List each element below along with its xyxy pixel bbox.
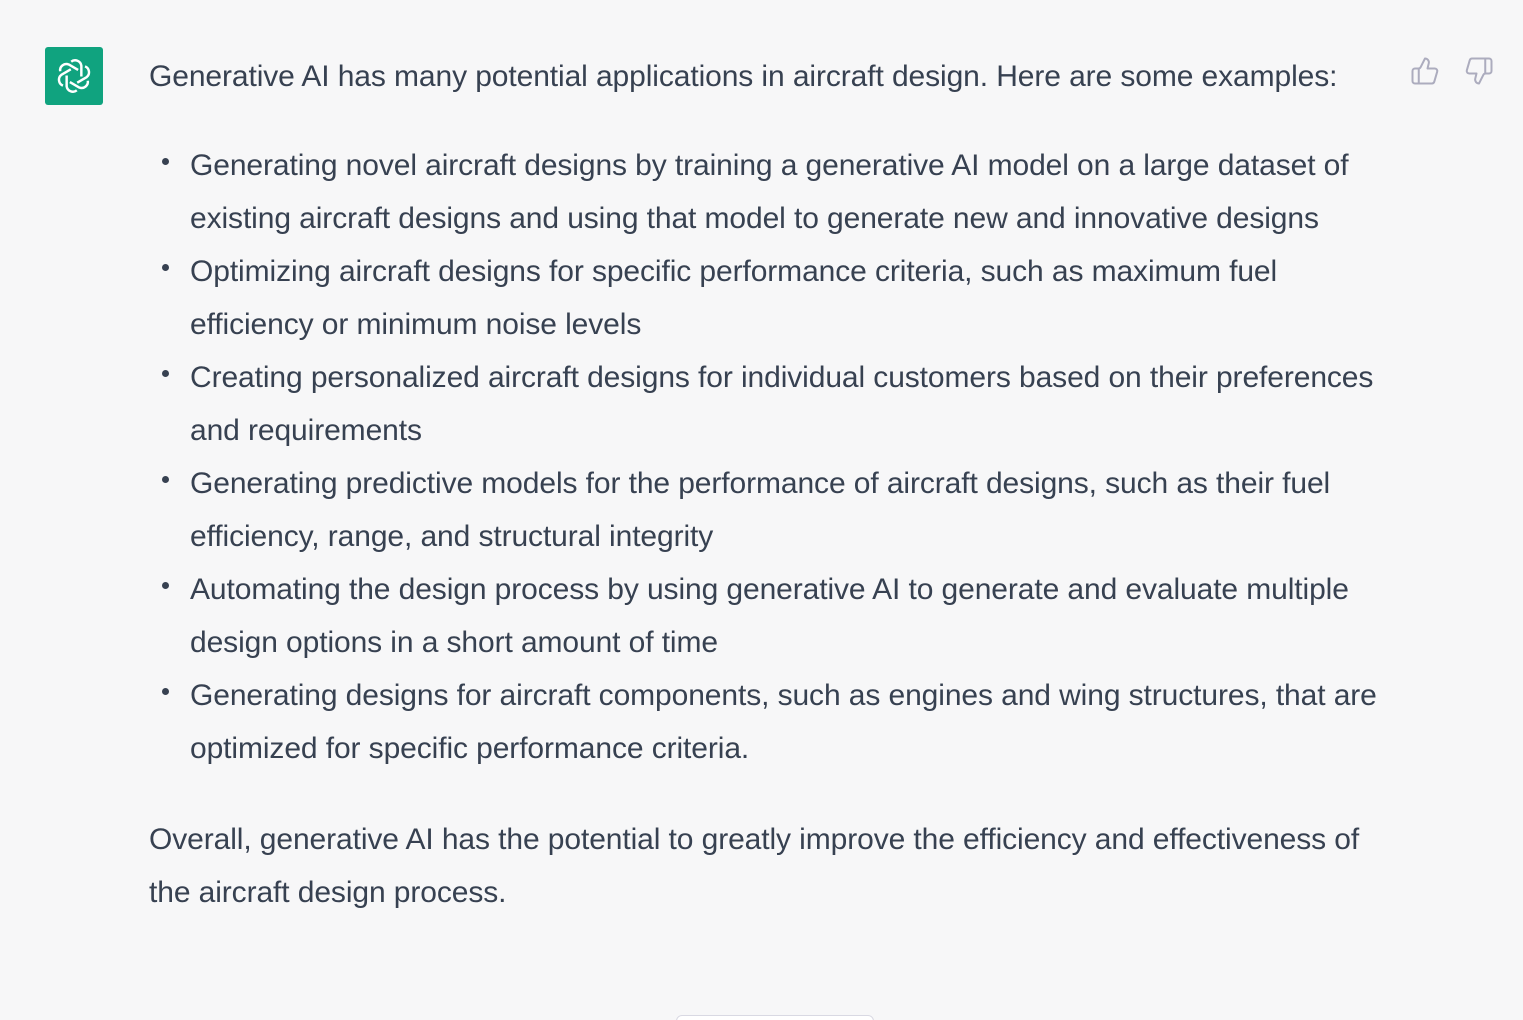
message-content	[149, 50, 1399, 919]
thumbs-down-icon	[1464, 56, 1494, 86]
list-item: Generating predictive models for the performance of aircraft designs, such as their fuel efficiency, range, and structural integrity	[190, 457, 1400, 563]
openai-logo-icon	[53, 55, 95, 97]
list-item: Generating designs for aircraft components, such as engines and wing structures, that are optimized for specific performance criteria.	[190, 669, 1400, 775]
list-item: Generating novel aircraft designs by training a generative AI model on a large dataset of existing aircraft designs and using that model to generate new and innovative designs	[190, 139, 1400, 245]
list-item: Creating personalized aircraft designs for individual customers based on their preferences and requirements	[190, 351, 1400, 457]
message-intro: Generative AI has many potential applications in aircraft design. Here are some examples:	[149, 60, 1338, 93]
thumbs-up-icon	[1410, 56, 1440, 86]
list-item: Optimizing aircraft designs for specific performance criteria, such as maximum fuel efficiency or minimum noise levels	[190, 245, 1400, 351]
list-item: Automating the design process by using generative AI to generate and evaluate multiple design options in a short amount of time	[190, 563, 1400, 669]
regenerate-button-edge[interactable]	[676, 1015, 874, 1020]
examples-list	[149, 139, 1400, 775]
thumbs-up-button[interactable]	[1408, 54, 1442, 88]
thumbs-down-button[interactable]	[1462, 54, 1496, 88]
message-outro: Overall, generative AI has the potential to greatly improve the efficiency and effectiveness of the aircraft design process.	[149, 823, 1360, 909]
assistant-avatar	[45, 47, 103, 105]
